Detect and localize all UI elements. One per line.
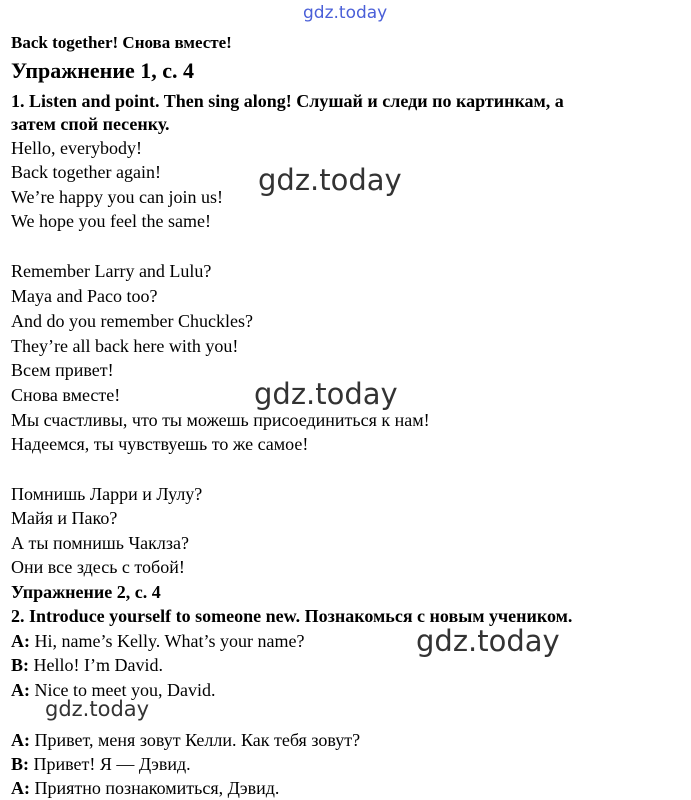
- speaker-label: A:: [11, 778, 30, 798]
- speaker-label: A:: [11, 680, 30, 700]
- dialog-text: Приятно познакомиться, Дэвид.: [30, 778, 280, 798]
- watermark-4: gdz.today: [45, 697, 150, 721]
- song-ru-line: Они все здесь с тобой!: [11, 557, 185, 577]
- dialog-en-line: [11, 655, 163, 675]
- song-en-line: And do you remember Chuckles?: [11, 311, 253, 331]
- watermark-2: gdz.today: [254, 377, 398, 411]
- watermark-1: gdz.today: [258, 163, 402, 197]
- song-en-line: Back together again!: [11, 162, 161, 182]
- dialog-text: Привет, меня зовут Келли. Как тебя зовут?: [30, 730, 361, 750]
- song-ru-line: Надеемся, ты чувствуешь то же самое!: [11, 434, 309, 454]
- song-ru-line: Майя и Пако?: [11, 508, 118, 528]
- speaker-label: A:: [11, 730, 30, 750]
- speaker-label: A:: [11, 631, 30, 651]
- exercise-2-task: 2. Introduce yourself to someone new. Познакомься с новым учеником.: [11, 606, 573, 626]
- dialog-ru-line: [11, 730, 360, 750]
- exercise-2-heading: Упражнение 2, с. 4: [11, 582, 161, 602]
- speaker-label: B:: [11, 655, 29, 675]
- song-en-line: Hello, everybody!: [11, 138, 142, 158]
- song-ru-line: А ты помнишь Чаклза?: [11, 533, 189, 553]
- dialog-text: Hello! I’m David.: [29, 655, 163, 675]
- song-en-line: We’re happy you can join us!: [11, 187, 223, 207]
- dialog-text: Nice to meet you, David.: [30, 680, 216, 700]
- dialog-text: Привет! Я — Дэвид.: [29, 754, 191, 774]
- song-ru-line: Помнишь Ларри и Лулу?: [11, 484, 203, 504]
- watermark-3: gdz.today: [416, 624, 560, 658]
- song-ru-line: Снова вместе!: [11, 385, 121, 405]
- song-en-line: We hope you feel the same!: [11, 211, 211, 231]
- dialog-text: Hi, name’s Kelly. What’s your name?: [30, 631, 305, 651]
- dialog-ru-line: [11, 778, 279, 798]
- song-en-line: Maya and Paco too?: [11, 286, 158, 306]
- dialog-ru-line: [11, 754, 191, 774]
- watermark-top: gdz.today: [303, 3, 388, 23]
- dialog-en-line: [11, 680, 215, 700]
- dialog-en-line: [11, 631, 304, 651]
- song-en-line: They’re all back here with you!: [11, 336, 239, 356]
- speaker-label: B:: [11, 754, 29, 774]
- song-ru-line: Мы счастливы, что ты можешь присоединиться к нам!: [11, 410, 430, 430]
- exercise-1-heading: Упражнение 1, с. 4: [11, 58, 195, 83]
- lesson-title: Back together! Снова вместе!: [11, 33, 232, 52]
- exercise-1-task-line-2: затем спой песенку.: [11, 114, 170, 134]
- exercise-1-task-line-1: 1. Listen and point. Then sing along! Слушай и следи по картинкам, а: [11, 91, 564, 111]
- song-ru-line: Всем привет!: [11, 360, 114, 380]
- song-en-line: Remember Larry and Lulu?: [11, 261, 212, 281]
